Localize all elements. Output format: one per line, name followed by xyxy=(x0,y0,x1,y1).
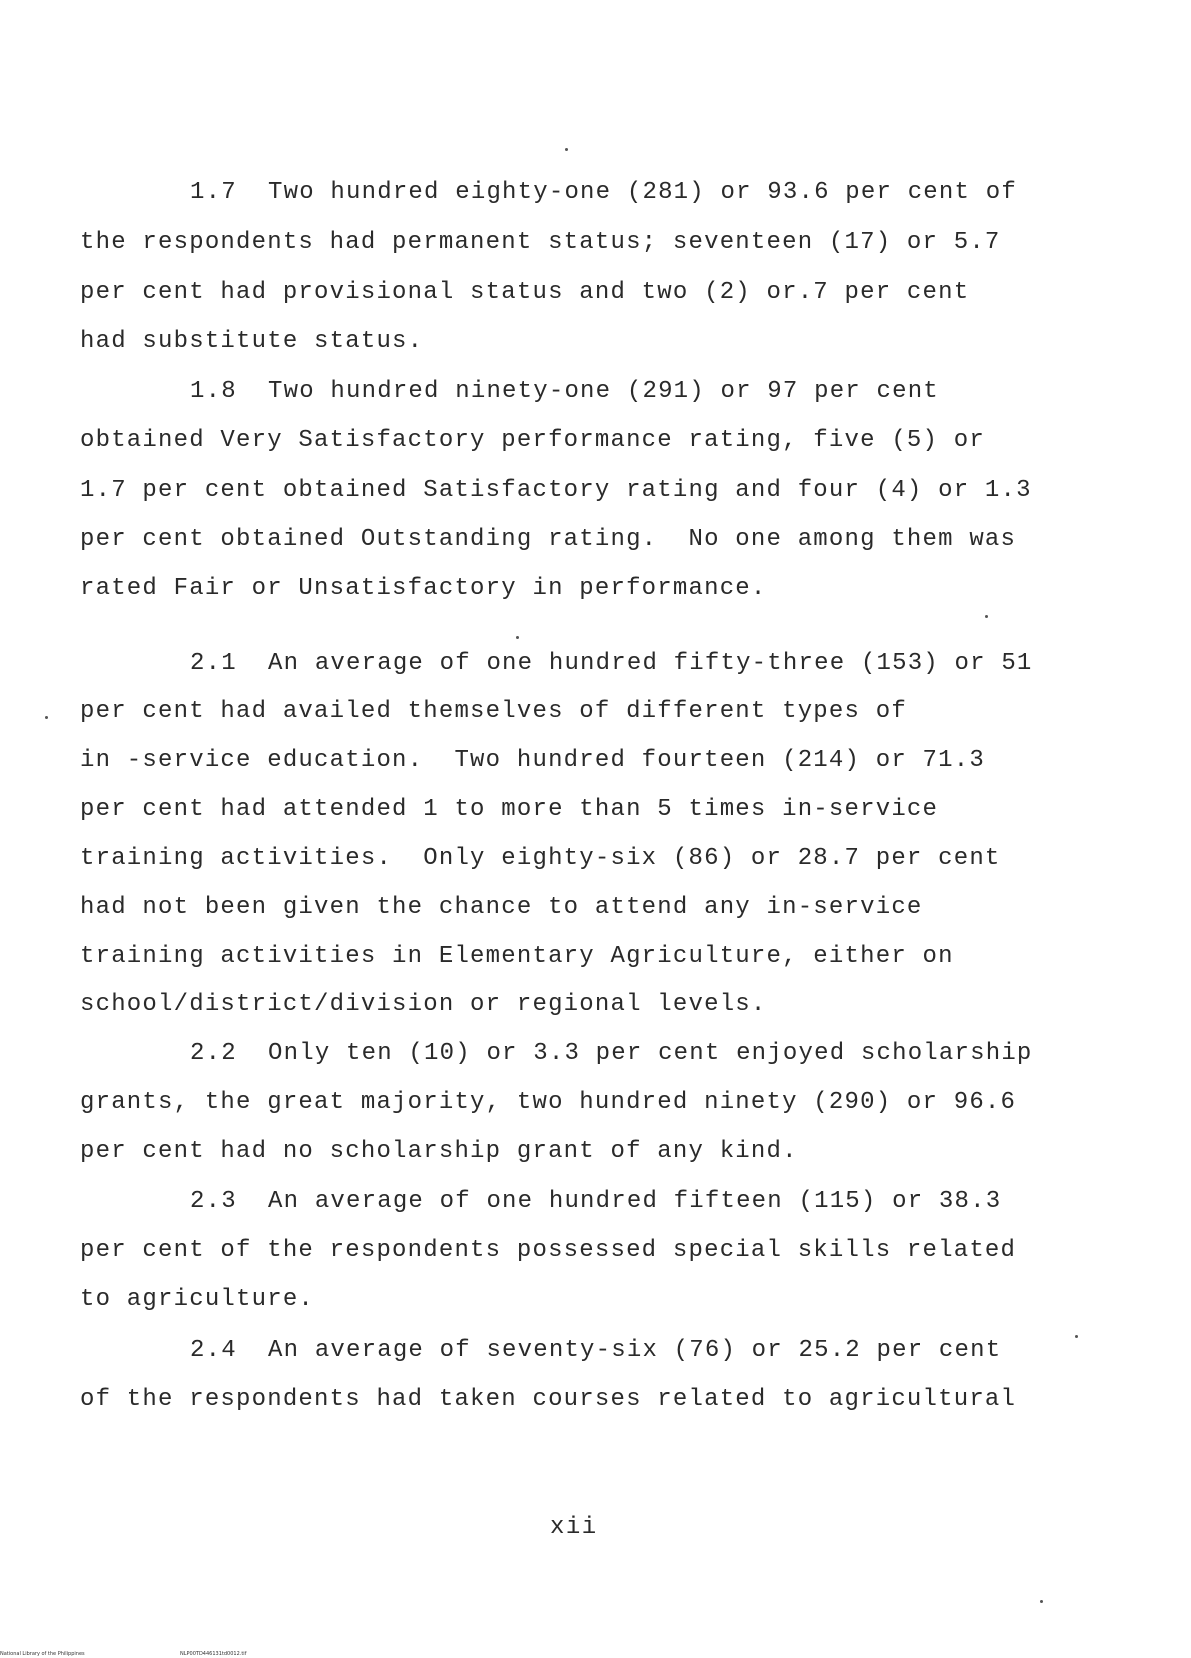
paragraph-2-2-line-1: 2.2 Only ten (10) or 3.3 per cent enjoyed scholarship xyxy=(190,1040,1033,1067)
paragraph-2-2-line-3: per cent had no scholarship grant of any kind. xyxy=(80,1138,798,1165)
paragraph-2-3-line-2: per cent of the respondents possessed special skills related xyxy=(80,1237,1017,1264)
paragraph-2-1-line-3: in -service education. Two hundred fourteen (214) or 71.3 xyxy=(80,747,985,774)
scan-speck xyxy=(1075,1335,1078,1338)
paragraph-2-1-line-1: 2.1 An average of one hundred fifty-three (153) or 51 xyxy=(190,650,1033,677)
paragraph-1-8-line-4: per cent obtained Outstanding rating. No one among them was xyxy=(80,526,1017,553)
paragraph-1-8-line-5: rated Fair or Unsatisfactory in performance. xyxy=(80,575,767,602)
paragraph-2-1-line-2: per cent had availed themselves of different types of xyxy=(80,698,907,725)
scan-speck xyxy=(565,148,568,151)
paragraph-2-3-line-1: 2.3 An average of one hundred fifteen (115) or 38.3 xyxy=(190,1188,1002,1215)
paragraph-2-1-line-4: per cent had attended 1 to more than 5 times in-service xyxy=(80,796,939,823)
paragraph-1-7-line-3: per cent had provisional status and two (2) or.7 per cent xyxy=(80,279,970,306)
paragraph-1-8-line-1: 1.8 Two hundred ninety-one (291) or 97 per cent xyxy=(190,378,939,405)
page-number: xii xyxy=(550,1514,598,1541)
paragraph-1-8-line-3: 1.7 per cent obtained Satisfactory rating and four (4) or 1.3 xyxy=(80,477,1032,504)
paragraph-2-3-line-3: to agriculture. xyxy=(80,1286,315,1313)
footer-filename: NLP00TD446131td0012.tif xyxy=(180,1651,247,1657)
paragraph-1-7-line-2: the respondents had permanent status; seventeen (17) or 5.7 xyxy=(80,229,1001,256)
paragraph-2-4-line-1: 2.4 An average of seventy-six (76) or 25.2 per cent xyxy=(190,1337,1002,1364)
scan-speck xyxy=(516,636,519,639)
paragraph-2-1-line-5: training activities. Only eighty-six (86) or 28.7 per cent xyxy=(80,845,1001,872)
paragraph-2-4-line-2: of the respondents had taken courses related to agricultural xyxy=(80,1386,1017,1413)
footer-source: National Library of the Philippines xyxy=(0,1651,85,1657)
scan-footer xyxy=(0,1630,247,1658)
paragraph-1-8-line-2: obtained Very Satisfactory performance rating, five (5) or xyxy=(80,427,985,454)
paragraph-2-1-line-6: had not been given the chance to attend any in-service xyxy=(80,894,923,921)
paragraph-2-1-line-8: school/district/division or regional levels. xyxy=(80,991,767,1018)
paragraph-1-7-line-1: 1.7 Two hundred eighty-one (281) or 93.6 per cent of xyxy=(190,179,1017,206)
scan-speck xyxy=(45,716,48,719)
paragraph-2-2-line-2: grants, the great majority, two hundred ninety (290) or 96.6 xyxy=(80,1089,1017,1116)
scan-speck xyxy=(985,615,988,618)
paragraph-1-7-line-4: had substitute status. xyxy=(80,328,424,355)
paragraph-2-1-line-7: training activities in Elementary Agriculture, either on xyxy=(80,943,954,970)
scan-speck xyxy=(1040,1600,1043,1603)
